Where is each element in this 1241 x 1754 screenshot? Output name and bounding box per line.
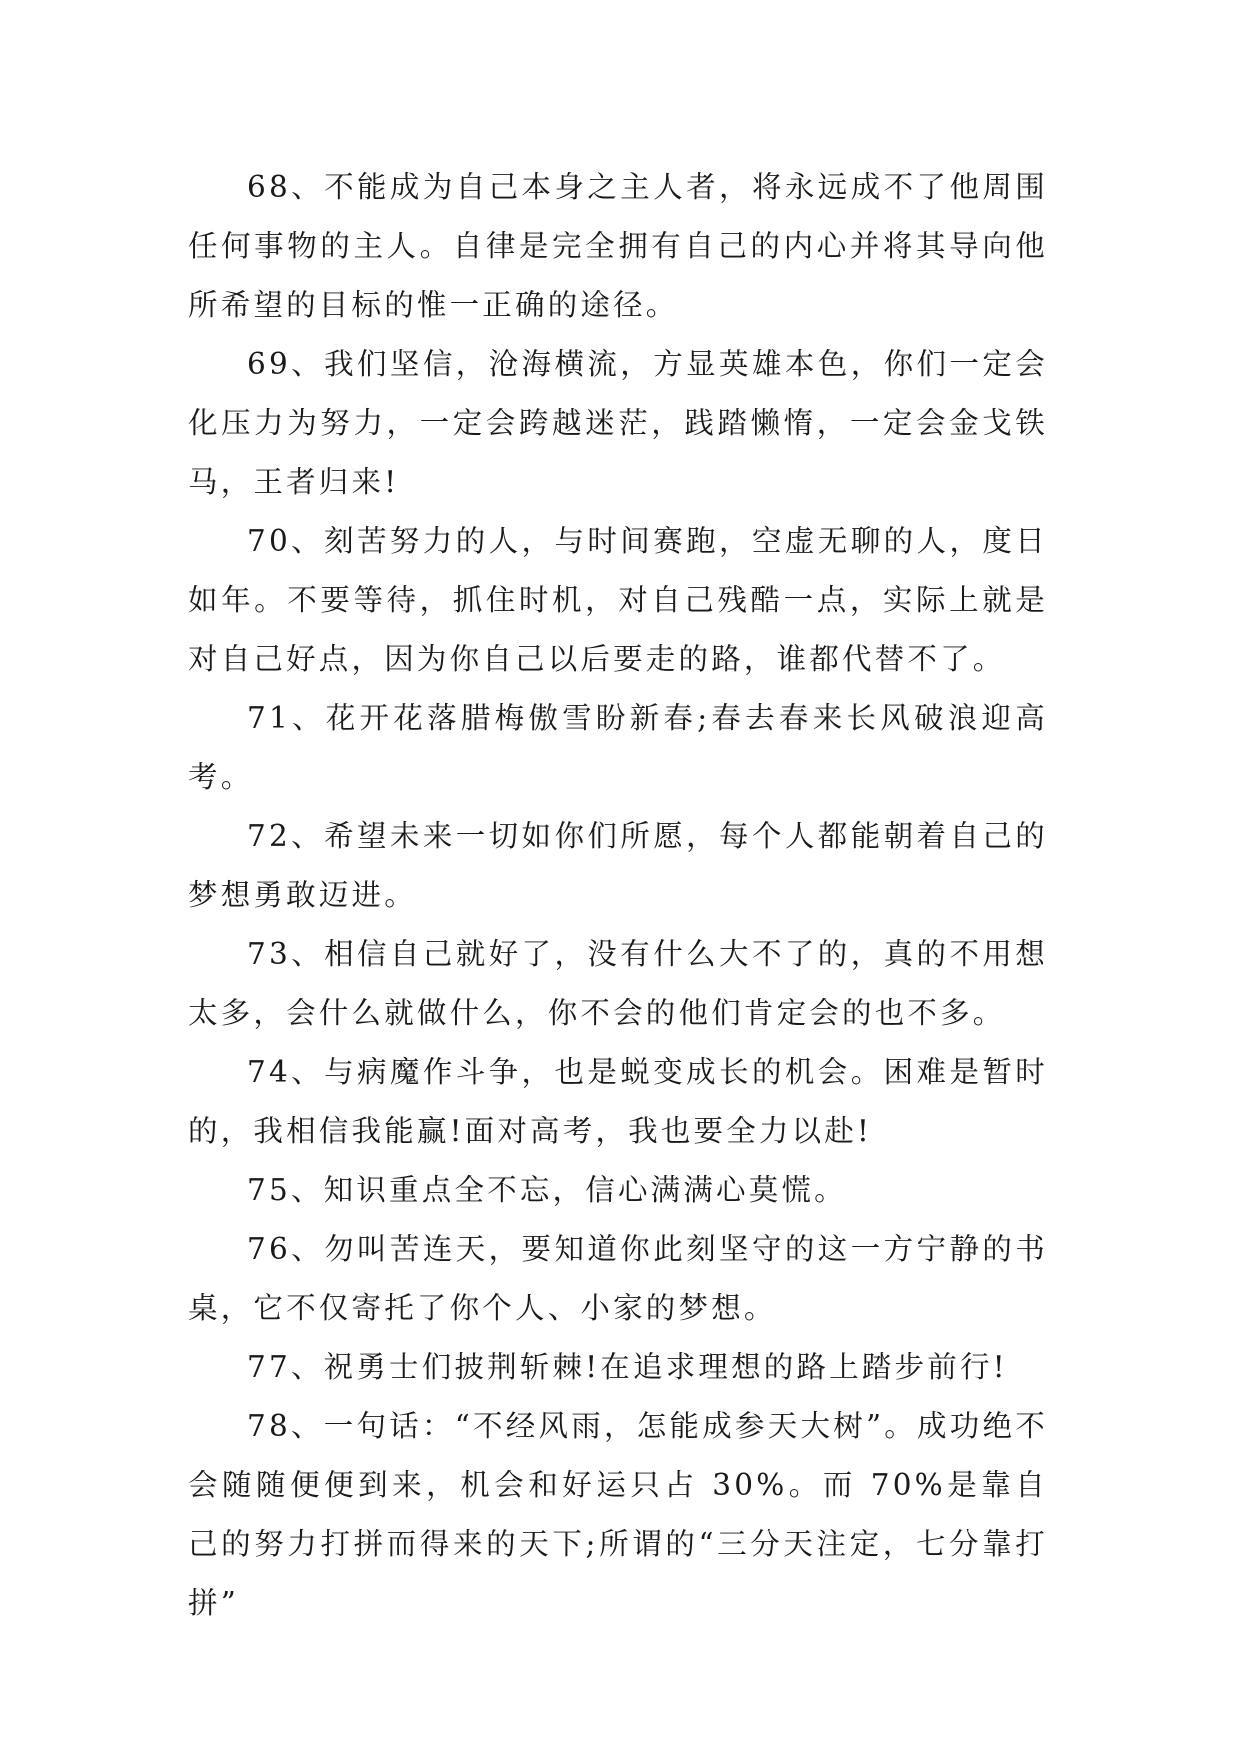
paragraph-76: 76、勿叫苦连天，要知道你此刻坚守的这一方宁静的书桌，它不仅寄托了你个人、小家的梦想。 bbox=[188, 1232, 1048, 1325]
paragraph-74: 74、与病魔作斗争，也是蜕变成长的机会。困难是暂时的，我相信我能赢!面对高考，我也要全力以赴! bbox=[188, 1055, 1048, 1148]
paragraph-75: 75、知识重点全不忘，信心满满心莫慌。 bbox=[247, 1173, 847, 1207]
paragraph-78: 78、一句话：“不经风雨，怎能成参天大树”。成功绝不会随随便便到来，机会和好运只占 30%。而 70%是靠自己的努力打拼而得来的天下;所谓的“三分天注定，七分靠打拼” bbox=[188, 1409, 1048, 1620]
paragraph-72: 72、希望未来一切如你们所愿，每个人都能朝着自己的梦想勇敢迈进。 bbox=[188, 819, 1048, 912]
paragraph-69: 69、我们坚信，沧海横流，方显英雄本色，你们一定会化压力为努力，一定会跨越迷茫，践踏懒惰，一定会金戈铁马，王者归来! bbox=[188, 347, 1048, 499]
paragraph-73: 73、相信自己就好了，没有什么大不了的，真的不用想太多，会什么就做什么，你不会的他们肯定会的也不多。 bbox=[188, 937, 1048, 1030]
paragraph-77: 77、祝勇士们披荆斩棘!在追求理想的路上踏步前行! bbox=[247, 1350, 1008, 1384]
document-body bbox=[188, 158, 1048, 1633]
paragraph-71: 71、花开花落腊梅傲雪盼新春;春去春来长风破浪迎高考。 bbox=[188, 701, 1048, 794]
paragraph-70: 70、刻苦努力的人，与时间赛跑，空虚无聊的人，度日如年。不要等待，抓住时机，对自己残酷一点，实际上就是对自己好点，因为你自己以后要走的路，谁都代替不了。 bbox=[188, 524, 1048, 676]
paragraph-68: 68、不能成为自己本身之主人者，将永远成不了他周围任何事物的主人。自律是完全拥有自己的内心并将其导向他所希望的目标的惟一正确的途径。 bbox=[188, 170, 1048, 322]
